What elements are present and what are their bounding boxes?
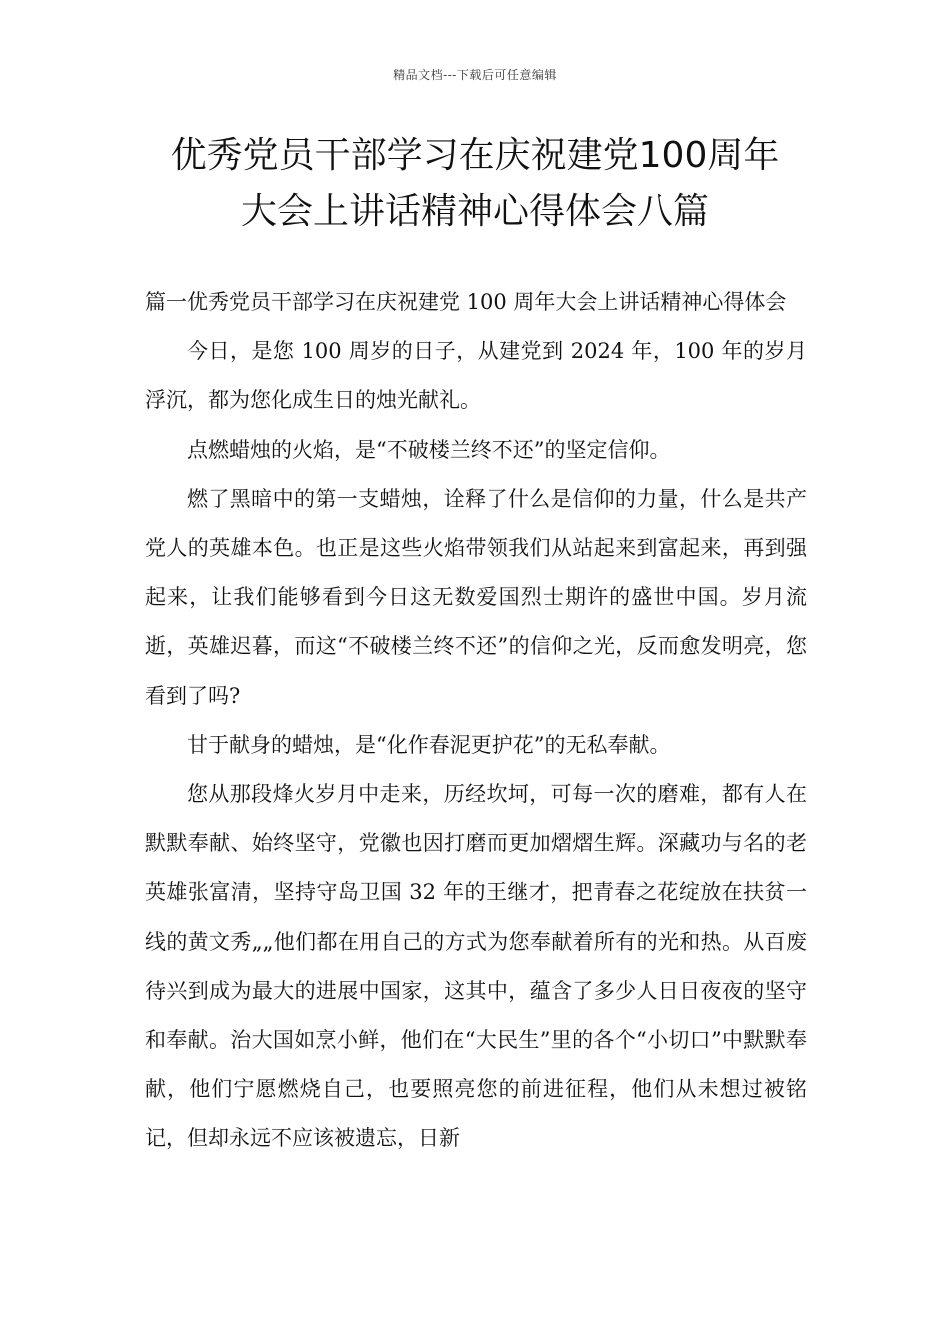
title-line-2: 大会上讲话精神心得体会八篇	[240, 191, 709, 232]
document-title	[60, 128, 890, 240]
title-line-1: 优秀党员干部学习在庆祝建党100周年	[170, 135, 780, 176]
page-header: 精品文档---下载后可任意编辑	[393, 68, 557, 82]
paragraph: 您从那段烽火岁月中走来，历经坎坷，可每一次的磨难，都有人在默默奉献、始终坚守，党徽也因打磨而更加熠熠生辉。深藏功与名的老英雄张富清，坚持守岛卫国 32 年的王继才，把青春之花绽放在扶贫一线的黄文秀„„他们都在用自己的方式为您奉献着所有的光和热。从百废待兴到成为最大的进展中国家，这其中，蕴含了多少人日日夜夜的坚守和奉献。治大国如烹小鲜，他们在“大民生”里的各个“小切口”中默默奉献，他们宁愿燃烧自己，也要照亮您的前进征程，他们从未想过被铭记，但却永远不应该被遗忘，日新	[145, 782, 807, 1151]
document-body	[145, 278, 807, 1164]
paragraph: 燃了黑暗中的第一支蜡烛，诠释了什么是信仰的力量，什么是共产党人的英雄本色。也正是这些火焰带领我们从站起来到富起来，再到强起来，让我们能够看到今日这无数爱国烈士期许的盛世中国。岁月流逝，英雄迟暮，而这“不破楼兰终不还”的信仰之光，反而愈发明亮，您看到了吗?	[145, 486, 807, 708]
section-heading: 篇一优秀党员干部学习在庆祝建党 100 周年大会上讲话精神心得体会	[145, 290, 787, 314]
paragraph: 点燃蜡烛的火焰，是“不破楼兰终不还”的坚定信仰。	[187, 437, 671, 462]
paragraph: 甘于献身的蜡烛，是“化作春泥更护花”的无私奉献。	[187, 732, 671, 757]
paragraph: 今日，是您 100 周岁的日子，从建党到 2024 年，100 年的岁月浮沉，都为您化成生日的烛光献礼。	[145, 339, 807, 413]
